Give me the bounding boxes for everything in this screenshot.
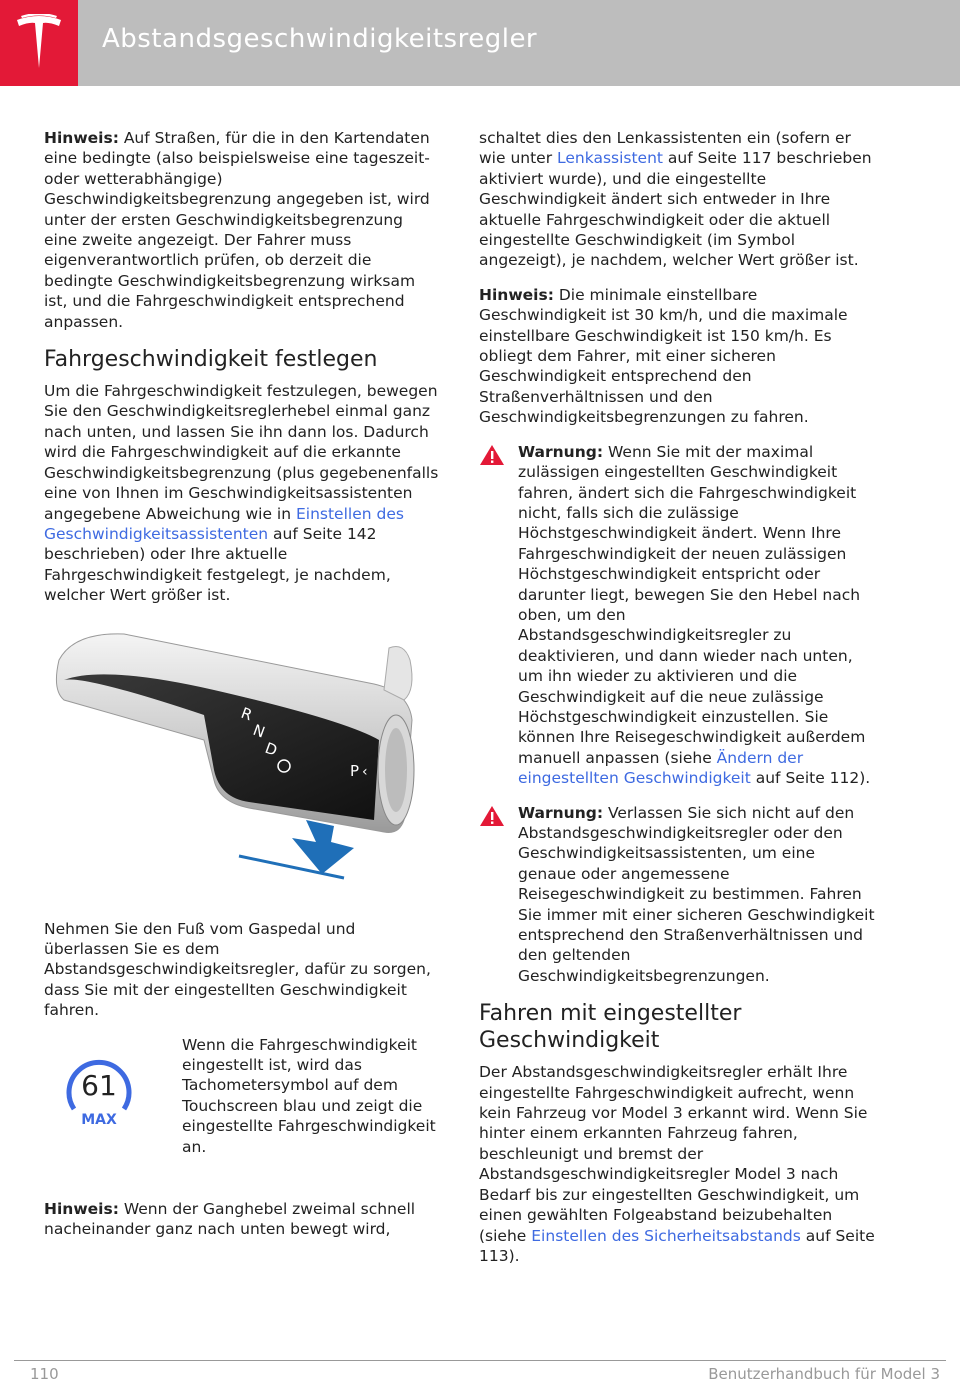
warning-box: Warnung: Wenn Sie mit der maximal zulässigen eingestellten Geschwindigkeit fahren, ändert sich die Fahrgeschwindigkeit nicht, falls sich die zulässige Höchstgeschwindigkeit ändert. Wenn Ihre Fahrgeschwindigkeit der neuen zulässigen Höchstgeschwindigkeit entspricht oder darunter liegt, bewegen Sie den Hebel nach oben, um den Abstandsgeschwindigkeitsregler zu deaktivieren, und dann wieder nach unten, um ihn wieder zu aktivieren und die Geschwindigkeit auf die neue zulässige Höchstgeschwindigkeit einzustellen. Sie können Ihre Reisegeschwindigkeit außerdem manuell anpassen (siehe Ändern der eingestellten Geschwindigkeit auf Seite 112). (479, 442, 875, 789)
note-paragraph: Hinweis: Auf Straßen, für die in den Kartendaten eine bedingte (also beispielsweise eine tageszeit- oder wetterabhängige) Geschwindigkeitsbegrenzung angegeben ist, wird unter der ersten Geschwindigkeitsbegrenzung eine zweite angezeigt. Der Fahrer muss eigenverantwortlich prüfen, ob derzeit die bedingte Geschwindigkeitsbegrenzung wirksam ist, und die Fahrgeschwindigkeit entsprechend anpassen. (44, 129, 430, 331)
brand-logo (0, 0, 78, 86)
link-sicherheitsabstand[interactable]: Einstellen des Sicherheitsabstands (531, 1226, 801, 1245)
speed-info-row (44, 1035, 440, 1185)
footer-divider (14, 1360, 946, 1361)
left-column (44, 128, 440, 1253)
body-paragraph: Um die Fahrgeschwindigkeit festzulegen, bewegen Sie den Geschwindigkeitsreglerhebel einmal ganz nach unten, und lassen Sie ihn dann los. Dadurch wird die Fahrgeschwindigkeit auf die erkannte Geschwindigkeitsbegrenzung (plus gegebenenfalls eine von Ihnen im Geschwindigkeitsassistenten angegebene Abweichung wie in Einstellen des Geschwindigkeitsassistenten auf Seite 142 beschrieben) oder Ihre aktuelle Fahrgeschwindigkeit festgelegt, je nachdem, welcher Wert größer ist. (44, 382, 439, 605)
page-number: 110 (30, 1365, 59, 1383)
max-label: MAX (81, 1111, 117, 1128)
footer-title: Benutzerhandbuch für Model 3 (708, 1365, 940, 1383)
link-geschwindigkeit-aendern[interactable]: Ändern der eingestellten Geschwindigkeit (518, 748, 804, 788)
link-geschwindigkeitsassistent[interactable]: Einstellen des Geschwindigkeitsassistenten (44, 504, 404, 543)
right-column (479, 128, 875, 1280)
section-heading: Fahren mit eingestellter Geschwindigkeit (479, 1001, 742, 1054)
note-paragraph: Hinweis: Wenn der Ganghebel zweimal schnell nacheinander ganz nach unten bewegt wird, (44, 1199, 416, 1238)
gear-letter-n: N (250, 720, 268, 742)
warning-box: Warnung: Verlassen Sie sich nicht auf den Abstandsgeschwindigkeitsregler oder den Geschwindigkeitsassistenten, um eine genaue oder angemessene Reisegeschwindigkeit zu bestimmen. Fahren Sie immer mit einer sicheren Geschwindigkeit entsprechend den Straßenverhältnissen und den geltenden Geschwindigkeitsbegrenzungen. (479, 803, 875, 987)
arrow-down-icon (292, 820, 354, 874)
gear-letter-r: R (238, 703, 255, 724)
page-title: Abstandsgeschwindigkeitsregler (102, 24, 538, 54)
tesla-logo-icon (15, 14, 63, 70)
section-heading: Fahrgeschwindigkeit festlegen (44, 347, 378, 373)
gear-letter-p: P (350, 761, 360, 780)
body-paragraph: schaltet dies den Lenkassistenten ein (sofern er wie unter Lenkassistent auf Seite 117 beschrieben aktiviert wurde), und die eingestellte Geschwindigkeit ändert sich entweder in Ihre aktuelle Fahrgeschwindigkeit oder die aktuell eingestellte Geschwindigkeit (im Symbol angezeigt), je nachdem, welcher Wert größer ist. (479, 129, 872, 270)
set-speed-value: 61 (81, 1068, 117, 1102)
note-paragraph: Hinweis: Die minimale einstellbare Geschwindigkeit ist 30 km/h, und die maximale einstellbare Geschwindigkeit ist 150 km/h. Es obliegt dem Fahrer, mit einer sicheren Geschwindigkeit entsprechend den Straßenverhältnissen und den Geschwindigkeitsbegrenzungen zu fahren. (479, 285, 848, 427)
svg-text:‹: ‹ (362, 763, 368, 780)
link-lenkassistent[interactable]: Lenkassistent (557, 149, 663, 168)
page-header (0, 0, 960, 86)
warning-icon (479, 444, 505, 466)
body-paragraph: Der Abstandsgeschwindigkeitsregler erhält Ihre eingestellte Fahrgeschwindigkeit aufrecht, wenn kein Fahrzeug vor Model 3 erkannt wird. Wenn Sie hinter einem erkannten Fahrzeug fahren, beschleunigt und bremst der Abstandsgeschwindigkeitsregler Model 3 nach Bedarf bis zur eingestellten Geschwindigkeit, um einen gewählten Folgeabstand beizubehalten (siehe Einstellen des Sicherheitsabstands auf Seite 113). (479, 1063, 875, 1265)
warning-icon (479, 805, 505, 827)
speedometer-max-icon (62, 1049, 136, 1131)
gear-letter-d: D (262, 738, 280, 760)
speed-info-text: Wenn die Fahrgeschwindigkeit eingestellt ist, wird das Tachometersymbol auf dem Touchscreen blau und zeigt die eingestellte Fahrgeschwindigkeit an. (182, 1035, 436, 1156)
lever-illustration (44, 620, 440, 905)
body-paragraph: Nehmen Sie den Fuß vom Gaspedal und überlassen Sie es dem Abstandsgeschwindigkeitsregler, dafür zu sorgen, dass Sie mit der eingestellten Geschwindigkeit fahren. (44, 919, 431, 1020)
